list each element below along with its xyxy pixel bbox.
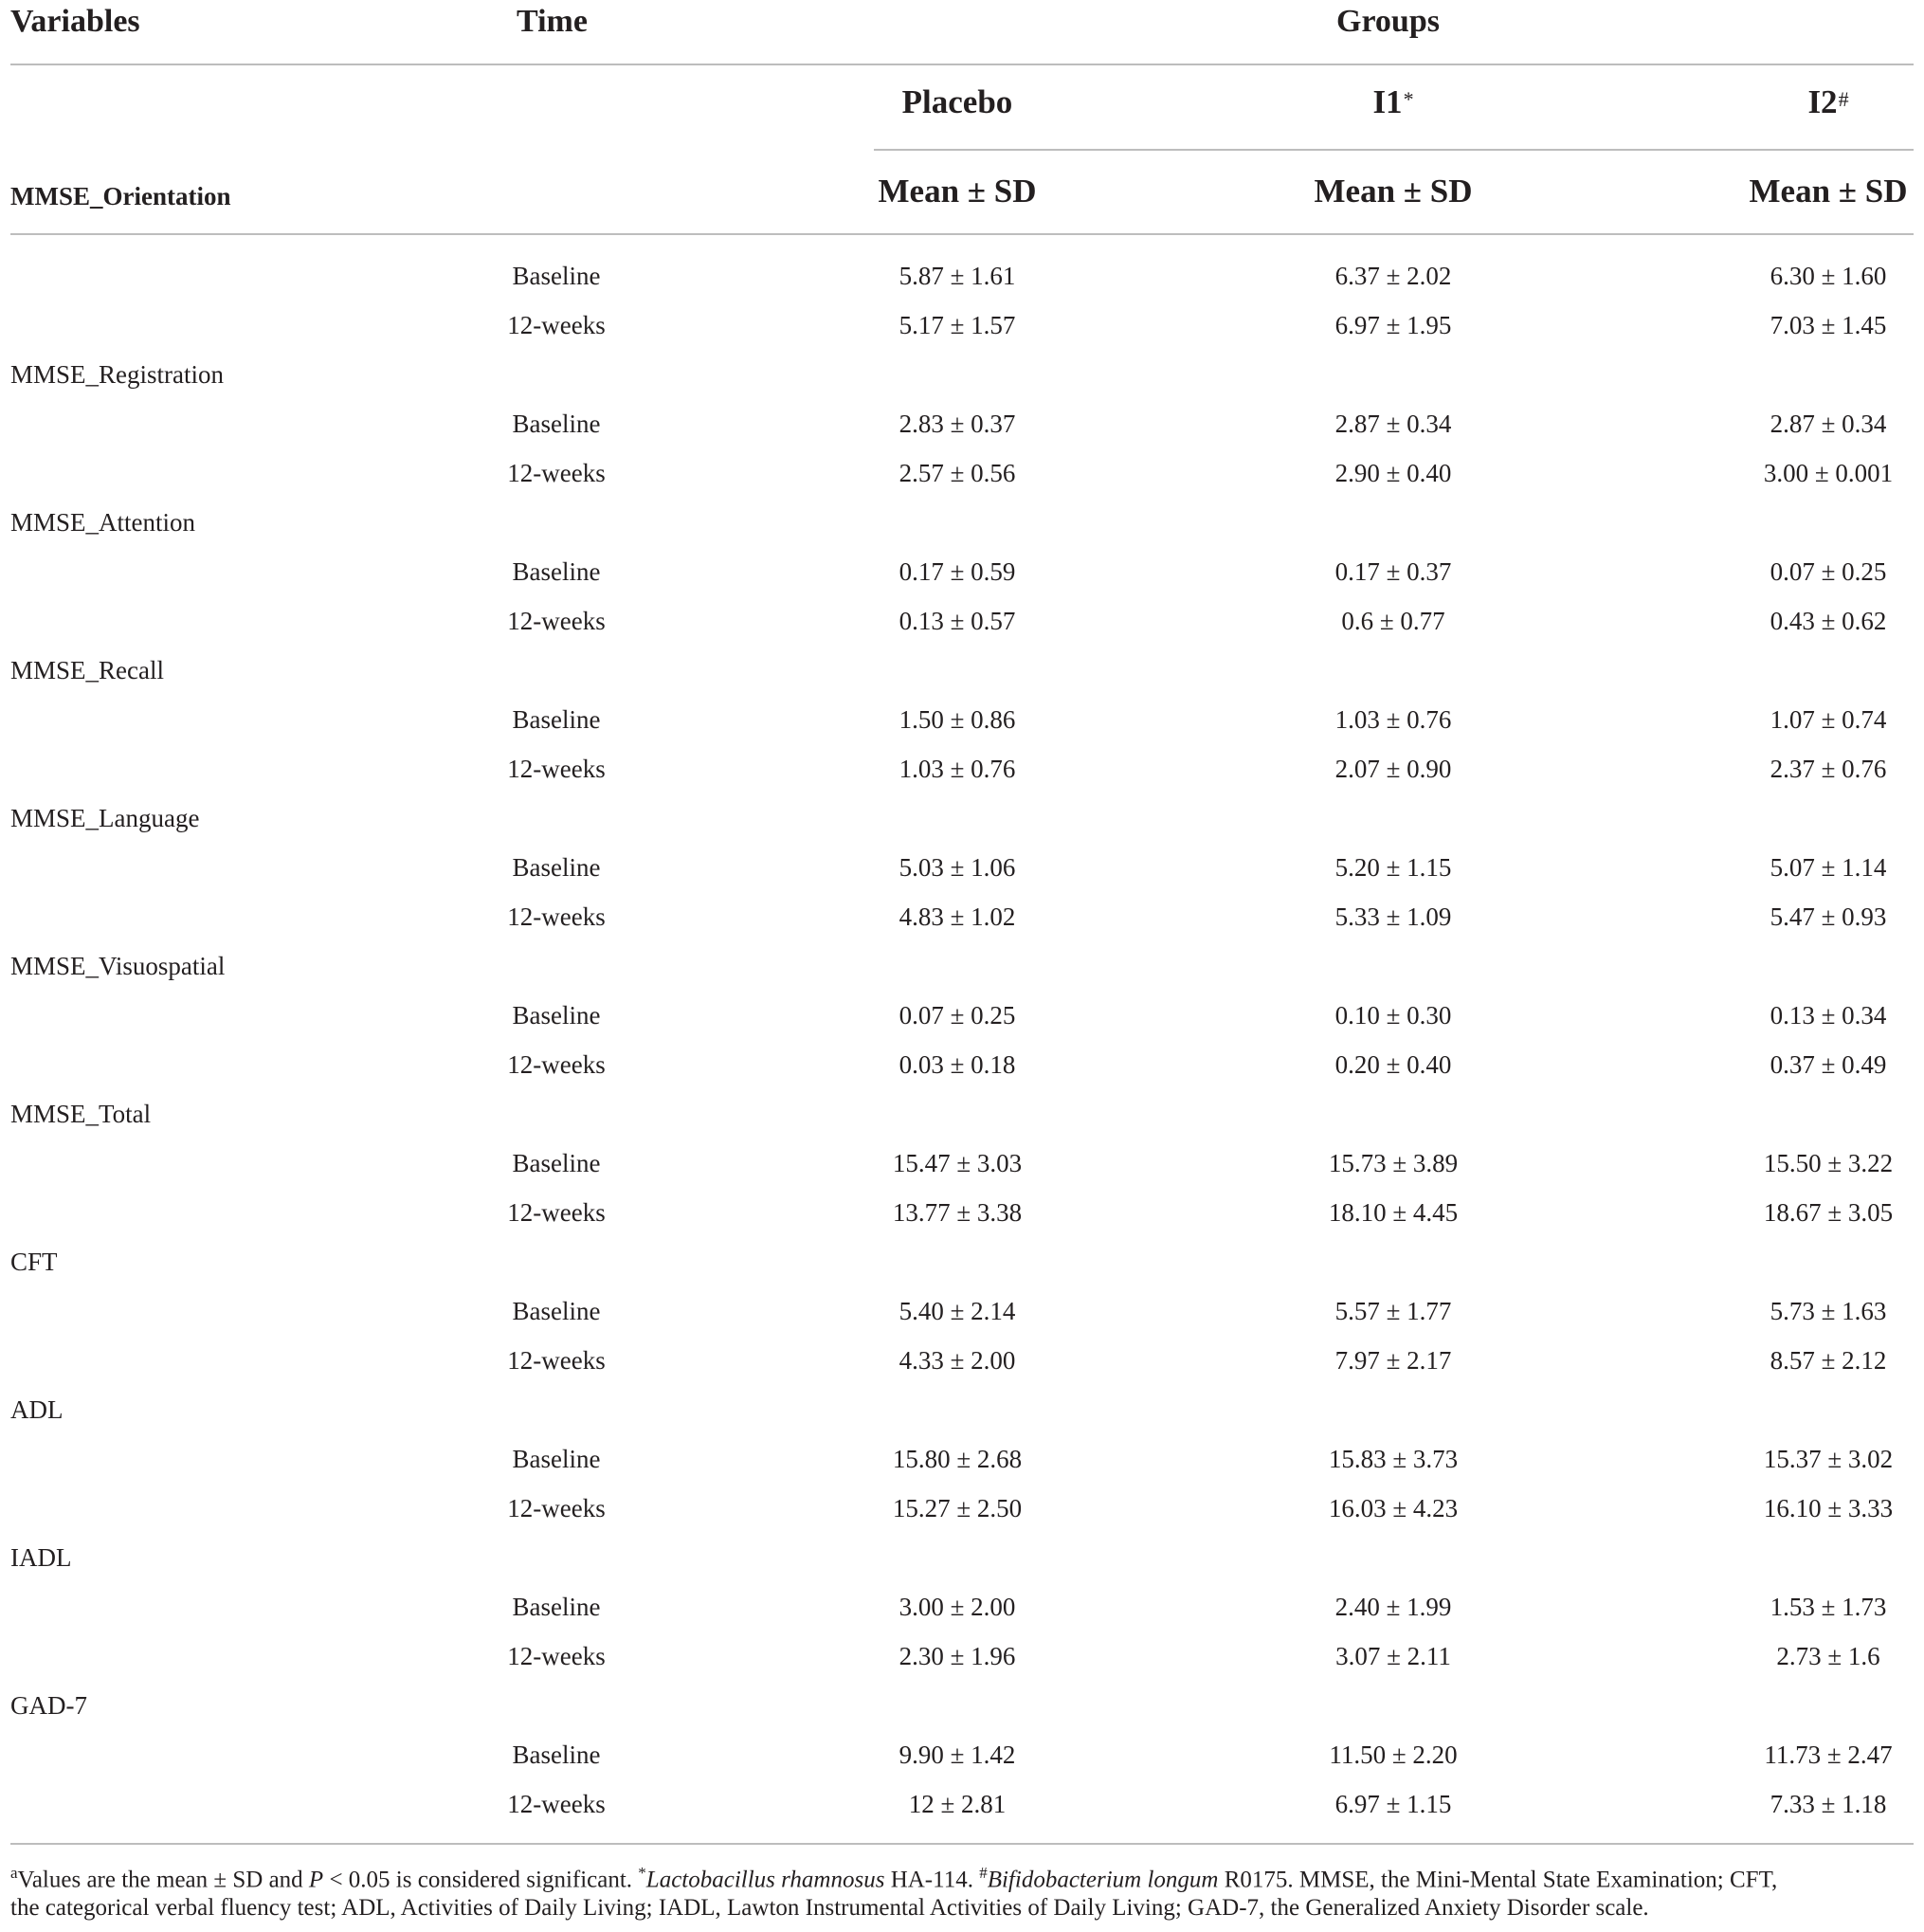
i2-week12-value: 5.47 ± 0.93: [1770, 902, 1887, 931]
i2-baseline-value: 0.13 ± 0.34: [1770, 1001, 1887, 1030]
i2-week12-value: 2.37 ± 0.76: [1770, 755, 1887, 783]
variable-label: MMSE_Language: [10, 804, 200, 832]
time-label: 12-weeks: [507, 311, 606, 339]
placebo-baseline-value: 15.80 ± 2.68: [892, 1445, 1023, 1473]
time-label: Baseline: [512, 262, 601, 290]
placebo-baseline-value: 0.07 ± 0.25: [898, 1001, 1016, 1030]
footnote-line-1: $^a$Values are the mean ± SD and P < 0.05 is considered significant. *Lactobacillus rhamnosus HA-114. #Bifidobacterium longum R0175. MMSE, the Mini-Mental State Examination; CFT,: [10, 1864, 1778, 1893]
i2-baseline-value: 15.37 ± 3.02: [1763, 1445, 1894, 1473]
time-label: Baseline: [512, 1593, 601, 1621]
i1-baseline-value: 0.17 ± 0.37: [1334, 557, 1452, 586]
placebo-week12-value: 13.77 ± 3.38: [892, 1198, 1023, 1227]
i2-week12-value: 7.03 ± 1.45: [1770, 311, 1887, 339]
time-label: Baseline: [512, 1445, 601, 1473]
placebo-week12-value: 5.17 ± 1.57: [898, 311, 1016, 339]
variable-label: MMSE_Total: [10, 1100, 152, 1128]
time-label: Baseline: [512, 410, 601, 438]
time-label: 12-weeks: [507, 1050, 606, 1079]
i1-week12-value: 6.97 ± 1.15: [1334, 1790, 1452, 1818]
placebo-week12-value: 4.83 ± 1.02: [898, 902, 1016, 931]
time-label: 12-weeks: [507, 1642, 606, 1670]
time-label: Baseline: [512, 853, 601, 882]
i2-baseline-value: 1.07 ± 0.74: [1770, 705, 1887, 734]
placebo-baseline-value: 15.47 ± 3.03: [892, 1149, 1023, 1177]
header-groups: Groups: [1336, 4, 1440, 39]
i1-baseline-value: 15.83 ± 3.73: [1328, 1445, 1459, 1473]
i2-week12-value: 18.67 ± 3.05: [1763, 1198, 1894, 1227]
i2-week12-value: 16.10 ± 3.33: [1763, 1494, 1894, 1522]
i1-baseline-value: 11.50 ± 2.20: [1329, 1741, 1458, 1769]
i1-stat-label: Mean ± SD: [1314, 173, 1473, 210]
placebo-baseline-value: 2.83 ± 0.37: [898, 410, 1016, 438]
i1-week12-value: 16.03 ± 4.23: [1328, 1494, 1459, 1522]
i2-baseline-value: 2.87 ± 0.34: [1770, 410, 1887, 438]
i1-baseline-value: 15.73 ± 3.89: [1328, 1149, 1459, 1177]
i2-baseline-value: 5.07 ± 1.14: [1770, 853, 1887, 882]
time-label: Baseline: [512, 1741, 601, 1769]
footnote-a-mark: a: [10, 1864, 18, 1882]
header-top-rule: [10, 64, 1914, 65]
first-variable-label: MMSE_Orientation: [10, 182, 231, 210]
footnote-line-2: the categorical verbal fluency test; ADL, Activities of Daily Living; IADL, Lawton Instrumental Activities of Daily Living; GAD-7, the Generalized Anxiety Disorder scale.: [10, 1895, 1649, 1921]
placebo-baseline-value: 0.17 ± 0.59: [898, 557, 1016, 586]
time-label: 12-weeks: [507, 1494, 606, 1522]
i1-week12-value: 18.10 ± 4.45: [1328, 1198, 1459, 1227]
species-1: Lactobacillus rhamnosus: [645, 1867, 885, 1893]
i1-week12-value: 2.90 ± 0.40: [1334, 459, 1452, 487]
header-bottom-rule: [10, 233, 1914, 235]
time-label: 12-weeks: [507, 1346, 606, 1375]
i1-baseline-value: 2.40 ± 1.99: [1334, 1593, 1452, 1621]
variable-label: GAD-7: [10, 1691, 87, 1720]
i1-baseline-value: 1.03 ± 0.76: [1334, 705, 1452, 734]
i2-week12-value: 0.37 ± 0.49: [1770, 1050, 1887, 1079]
species-2: Bifidobacterium longum: [987, 1867, 1219, 1893]
i2-week12-value: 3.00 ± 0.001: [1763, 459, 1894, 487]
variable-label: MMSE_Visuospatial: [10, 952, 226, 980]
i2-baseline-value: 6.30 ± 1.60: [1770, 262, 1887, 290]
i1-week12-value: 0.20 ± 0.40: [1334, 1050, 1452, 1079]
time-label: Baseline: [512, 557, 601, 586]
time-label: Baseline: [512, 1297, 601, 1325]
placebo-stat-label: Mean ± SD: [878, 173, 1037, 210]
i2-week12-value: 2.73 ± 1.6: [1776, 1642, 1880, 1670]
i2-baseline-value: 5.73 ± 1.63: [1770, 1297, 1887, 1325]
variable-label: MMSE_Registration: [10, 360, 225, 389]
i1-baseline-value: 5.20 ± 1.15: [1334, 853, 1452, 882]
i1-baseline-value: 0.10 ± 0.30: [1334, 1001, 1452, 1030]
group-i2: I2#: [1807, 83, 1849, 120]
i1-baseline-value: 2.87 ± 0.34: [1334, 410, 1452, 438]
header-time: Time: [517, 4, 588, 39]
placebo-week12-value: 15.27 ± 2.50: [892, 1494, 1023, 1522]
placebo-week12-value: 1.03 ± 0.76: [898, 755, 1016, 783]
i2-week12-value: 0.43 ± 0.62: [1770, 607, 1887, 635]
time-label: 12-weeks: [507, 1790, 606, 1818]
variable-label: CFT: [10, 1248, 58, 1276]
time-label: Baseline: [512, 1149, 601, 1177]
time-label: Baseline: [512, 1001, 601, 1030]
i1-week12-value: 0.6 ± 0.77: [1341, 607, 1445, 635]
variable-label: MMSE_Recall: [10, 656, 164, 684]
variable-label: MMSE_Attention: [10, 508, 196, 537]
i2-baseline-value: 1.53 ± 1.73: [1770, 1593, 1887, 1621]
i1-week12-value: 7.97 ± 2.17: [1334, 1346, 1452, 1375]
group-placebo: Placebo: [901, 83, 1013, 120]
placebo-baseline-value: 5.03 ± 1.06: [898, 853, 1016, 882]
placebo-week12-value: 12 ± 2.81: [908, 1790, 1007, 1818]
placebo-week12-value: 0.13 ± 0.57: [898, 607, 1016, 635]
i2-baseline-value: 15.50 ± 3.22: [1763, 1149, 1894, 1177]
i1-week12-value: 2.07 ± 0.90: [1334, 755, 1452, 783]
table-bottom-rule: [10, 1843, 1914, 1845]
i2-week12-value: 7.33 ± 1.18: [1770, 1790, 1887, 1818]
i1-week12-value: 6.97 ± 1.95: [1334, 311, 1452, 339]
groups-rule: [874, 149, 1914, 151]
placebo-week12-value: 4.33 ± 2.00: [898, 1346, 1016, 1375]
placebo-week12-value: 2.30 ± 1.96: [898, 1642, 1016, 1670]
placebo-baseline-value: 5.87 ± 1.61: [898, 262, 1016, 290]
i1-week12-value: 3.07 ± 2.11: [1335, 1642, 1451, 1670]
variable-label: IADL: [10, 1543, 72, 1572]
header-variables: Variables: [10, 4, 140, 39]
i2-baseline-value: 11.73 ± 2.47: [1764, 1741, 1893, 1769]
i2-week12-value: 8.57 ± 2.12: [1770, 1346, 1887, 1375]
time-label: 12-weeks: [507, 902, 606, 931]
time-label: 12-weeks: [507, 459, 606, 487]
time-label: 12-weeks: [507, 755, 606, 783]
placebo-week12-value: 2.57 ± 0.56: [898, 459, 1016, 487]
i2-baseline-value: 0.07 ± 0.25: [1770, 557, 1887, 586]
time-label: 12-weeks: [507, 1198, 606, 1227]
placebo-baseline-value: 1.50 ± 0.86: [898, 705, 1016, 734]
i1-baseline-value: 5.57 ± 1.77: [1334, 1297, 1452, 1325]
placebo-baseline-value: 9.90 ± 1.42: [898, 1741, 1016, 1769]
i1-week12-value: 5.33 ± 1.09: [1334, 902, 1452, 931]
placebo-baseline-value: 5.40 ± 2.14: [898, 1297, 1016, 1325]
i2-marker: #: [1838, 87, 1849, 111]
i1-marker: *: [1403, 87, 1414, 111]
placebo-week12-value: 0.03 ± 0.18: [898, 1050, 1016, 1079]
time-label: 12-weeks: [507, 607, 606, 635]
variable-label: ADL: [10, 1395, 64, 1424]
placebo-baseline-value: 3.00 ± 2.00: [898, 1593, 1016, 1621]
i1-baseline-value: 6.37 ± 2.02: [1334, 262, 1452, 290]
time-label: Baseline: [512, 705, 601, 734]
i2-stat-label: Mean ± SD: [1749, 173, 1908, 210]
group-i1: I1*: [1372, 83, 1414, 120]
